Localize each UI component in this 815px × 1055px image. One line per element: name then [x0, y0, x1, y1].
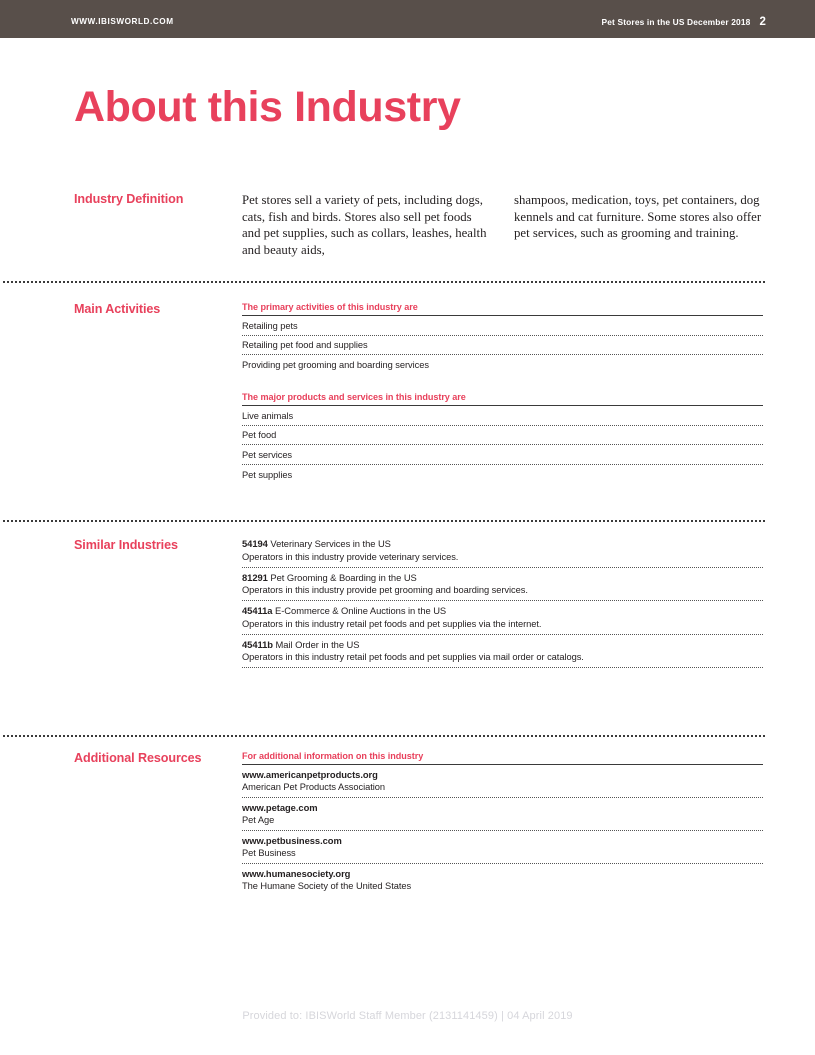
primary-activities-block — [242, 302, 763, 374]
page-footer: Provided to: IBISWorld Staff Member (2131141459) | 04 April 2019 — [242, 1010, 573, 1022]
list-item: Retailing pets — [242, 316, 763, 336]
header-site-url[interactable]: WWW.IBISWORLD.COM — [71, 17, 174, 26]
additional-resources-heading: For additional information on this industry — [242, 751, 763, 765]
list-item[interactable] — [242, 568, 763, 602]
section-divider-3 — [3, 735, 765, 737]
page-title: About this Industry — [74, 82, 461, 131]
similar-industry-code: 54194 — [242, 538, 268, 549]
similar-industry-title — [242, 639, 763, 650]
similar-industries-body — [242, 538, 763, 668]
list-item[interactable] — [242, 635, 763, 669]
page-header-bar — [0, 0, 815, 38]
additional-resources-body — [242, 751, 763, 896]
industry-definition-column-left: Pet stores sell a variety of pets, including dogs, cats, fish and birds. Stores also sell pet foods and pet supplies, such as collars, leashes, health and beauty aids, — [242, 193, 487, 257]
similar-industry-description: Operators in this industry provide pet grooming and boarding services. — [242, 585, 528, 595]
major-products-block — [242, 392, 763, 484]
resource-url[interactable]: www.americanpetproducts.org — [242, 769, 378, 780]
list-item[interactable] — [242, 765, 763, 798]
resource-name: Pet Business — [242, 848, 296, 858]
section-label-industry-definition: Industry Definition — [74, 192, 184, 206]
list-item: Pet food — [242, 426, 763, 446]
list-item[interactable] — [242, 538, 763, 568]
section-divider-1 — [3, 281, 765, 283]
resource-name: The Humane Society of the United States — [242, 881, 412, 891]
major-products-heading: The major products and services in this industry are — [242, 392, 763, 406]
header-report-title: Pet Stores in the US December 2018 — [601, 17, 751, 27]
similar-industry-title — [242, 605, 763, 616]
resource-url[interactable]: www.petage.com — [242, 802, 318, 813]
activities-spacer — [242, 374, 763, 392]
resource-name: American Pet Products Association — [242, 782, 386, 792]
list-item: Pet supplies — [242, 469, 293, 480]
list-item[interactable] — [242, 798, 763, 831]
similar-industry-name: Mail Order in the US — [275, 638, 360, 650]
similar-industry-description: Operators in this industry retail pet foods and pet supplies via mail order or catalogs. — [242, 652, 584, 662]
similar-industry-description: Operators in this industry provide veterinary services. — [242, 551, 459, 562]
section-divider-2 — [3, 520, 765, 522]
header-report-meta — [602, 16, 766, 28]
section-label-similar-industries: Similar Industries — [74, 538, 178, 552]
list-item[interactable] — [242, 601, 763, 635]
list-item[interactable] — [242, 831, 763, 864]
list-item: Retailing pet food and supplies — [242, 336, 763, 356]
list-item: Pet services — [242, 445, 763, 465]
similar-industry-name: Veterinary Services in the US — [270, 538, 391, 549]
similar-industry-code: 81291 — [242, 571, 268, 583]
similar-industry-name: Pet Grooming & Boarding in the US — [270, 571, 417, 583]
section-label-additional-resources: Additional Resources — [74, 751, 202, 765]
list-item: Providing pet grooming and boarding services — [242, 359, 429, 370]
main-activities-body — [242, 302, 763, 484]
list-item: Live animals — [242, 406, 763, 426]
similar-industry-title — [242, 538, 763, 549]
similar-industry-name: E-Commerce & Online Auctions in the US — [275, 605, 447, 616]
resource-name: Pet Age — [242, 815, 275, 825]
similar-industry-code: 45411b — [242, 638, 273, 650]
primary-activities-heading: The primary activities of this industry are — [242, 302, 763, 316]
industry-definition-column-right: shampoos, medication, toys, pet containers, dog kennels and cat furniture. Some stores also offer pet services, such as grooming and training. — [514, 193, 762, 241]
list-item[interactable] — [242, 864, 763, 896]
similar-industry-title — [242, 572, 763, 583]
resource-url[interactable]: www.humanesociety.org — [242, 868, 351, 879]
resource-url[interactable]: www.petbusiness.com — [242, 835, 342, 846]
header-page-number: 2 — [759, 16, 766, 28]
section-label-main-activities: Main Activities — [74, 302, 161, 316]
similar-industry-code: 45411a — [242, 605, 273, 616]
similar-industry-description: Operators in this industry retail pet foods and pet supplies via the internet. — [242, 618, 542, 629]
industry-definition-body — [242, 192, 763, 258]
